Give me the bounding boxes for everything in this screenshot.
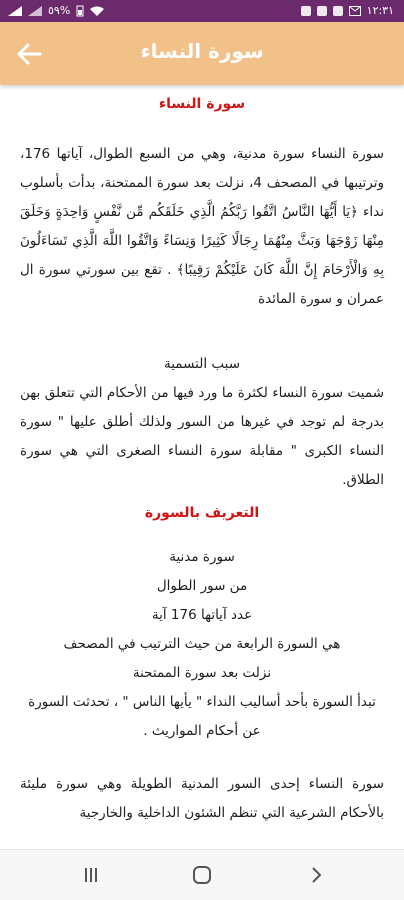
status-icons-left: [8, 4, 104, 17]
wifi-icon: [90, 6, 104, 16]
page-title: سورة النساء: [140, 39, 264, 63]
status-time: ١٢:٣١: [366, 4, 394, 17]
overview-paragraph: سورة النساء إحدى السور المدنية الطويلة وهي سورة مليئة بالأحكام الشرعية التي تنظم الشئون الداخلية والخارجية: [20, 776, 384, 821]
app-bar: [0, 22, 404, 85]
status-bar: [0, 0, 404, 22]
mail-icon: [349, 6, 361, 16]
content-scroll[interactable]: [0, 88, 404, 848]
section-heading: سورة النساء: [158, 96, 246, 112]
facebook-icon: [317, 6, 327, 16]
definition-line: من سور الطوال: [156, 578, 248, 594]
battery-icon: [76, 5, 84, 17]
notification-icon: [301, 6, 311, 16]
section-heading: التعريف بالسورة: [144, 505, 260, 521]
naming-subheading: سبب التسمية: [163, 356, 241, 372]
home-icon[interactable]: [191, 864, 213, 886]
facebook-icon: [333, 6, 343, 16]
definition-line: هي السورة الرابعة من حيث الترتيب في المصحف: [63, 636, 341, 652]
definition-line: عدد آياتها 176 آية: [151, 607, 253, 623]
signal-icon: [28, 6, 42, 16]
naming-paragraph: شميت سورة النساء لكثرة ما ورد فيها من الأحكام التي تتعلق بهن بدرجة لم توجد في غيرها من السور ولذلك أطلق عليها " سورة النساء الكبرى " مقابلة سورة النساء الصغرى التي هي سورة الطلاق.: [20, 385, 384, 488]
definition-line: سورة مدنية: [169, 549, 235, 565]
signal-icon: [8, 6, 22, 16]
intro-paragraph: سورة النساء سورة مدنية، وهي من السبع الطوال، آياتها 176، وترتيبها في المصحف 4، نزلت بعد سورة الممتحنة، بدأت بأسلوب نداء ﴿يَا أَيُّهَا النَّاسُ اتَّقُوا رَبَّكُمُ الَّذِي خَلَقَكُم مِّن نَّفْسٍ وَاحِدَةٍ وَخَلَقَ مِنْهَا زَوْجَهَا وَبَثَّ مِنْهُمَا رِجَالًا كَثِيرًا وَنِسَاءً وَاتَّقُوا اللَّهَ الَّذِي تَسَاءَلُونَ بِهِ وَالْأَرْحَامَ إِنَّ اللَّهَ كَانَ عَلَيْكُمْ رَقِيبًا﴾ . تقع بين سورتي سورة ال عمران و سورة المائدة: [20, 146, 384, 307]
status-icons-right: [301, 4, 394, 17]
recent-apps-icon[interactable]: [80, 864, 102, 886]
definition-line: تبدأ السورة بأحد أساليب النداء " يأيها الناس " ، تحدثت السورة عن أحكام المواريث .: [28, 694, 376, 739]
battery-label: ٥٩%: [48, 4, 71, 17]
system-nav-bar: [0, 849, 404, 900]
back-nav-icon[interactable]: [305, 864, 327, 886]
definition-line: نزلت بعد سورة الممتحنة: [132, 665, 272, 681]
definition-list: [0, 543, 404, 746]
